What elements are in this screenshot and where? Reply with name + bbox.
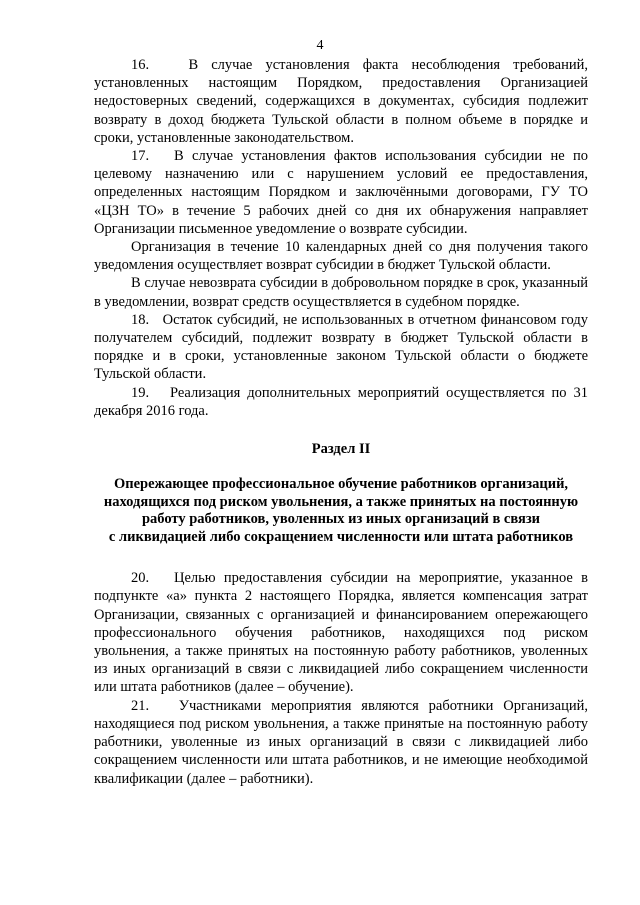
- paragraph-17-court: В случае невозврата субсидии в добровольном порядке в срок, указанный в уведомлении, возврат средств осуществляется в судебном порядке.: [94, 275, 588, 310]
- paragraph-18: 18. Остаток субсидий, не использованных в отчетном финансовом году получателем субсидий, подлежит возврату в бюджет Тульской области в порядке и в сроки, установленные законом Тульской области о бюджете Тульской области.: [94, 311, 588, 383]
- paragraph-21: 21. Участниками мероприятия являются работники Организаций, находящиеся под риском увольнения, а также принятые на постоянную работу работники, уволенные из иных организаций в связи с ликвидацией либо сокращением численности или штата работников, и не имеющие необходимой квалификации (далее – работники).: [94, 697, 588, 787]
- subtitle-line: Опережающее профессиональное обучение работников организаций,: [113, 476, 569, 493]
- paragraph-16: 16. В случае установления факта несоблюдения требований, установленных настоящим Порядком, предоставления Организацией недостоверных сведений, содержащихся в документах, субсидия подлежит возврату в доход бюджета Тульской области в полном объеме в порядке и сроки, установленные законодательством.: [94, 57, 588, 146]
- subtitle-line: с ликвидацией либо сокращением численности или штата работников: [108, 528, 574, 545]
- section-title: Раздел II: [311, 441, 371, 458]
- paragraph-17-return-term: Организация в течение 10 календарных дней со дня получения такого уведомления осуществляет возврат субсидии в бюджет Тульской области.: [94, 239, 588, 274]
- paragraph-19: 19. Реализация дополнительных мероприятий осуществляется по 31 декабря 2016 года.: [94, 384, 588, 419]
- subtitle-line: работу работников, уволенных из иных организаций в связи: [141, 511, 541, 528]
- paragraph-20: 20. Целью предоставления субсидии на мероприятие, указанное в подпункте «а» пункта 2 настоящего Порядка, является компенсация затрат Организации, связанных с организацией и финансированием опережающего профессионального обучения работников, находящихся под риском увольнения, а также принятых на постоянную работу работников, уволенных из иных организаций в связи с ликвидацией либо сокращением численности или штата работников (далее – обучение).: [94, 570, 588, 696]
- subtitle-line: находящихся под риском увольнения, а также принятых на постоянную: [103, 493, 579, 510]
- paragraph-17: 17. В случае установления фактов использования субсидии не по целевому назначению или с нарушением условий ее предоставления, определенных настоящим Порядком и заключёнными договорами, ГУ ТО «ЦЗН ТО» в течение 5 рабочих дней со дня их обнаружения направляет Организации письменное уведомление о возврате субсидии.: [94, 148, 588, 237]
- document-body: [94, 56, 588, 788]
- page-number: 4: [316, 38, 324, 53]
- section-subtitle: [94, 476, 588, 546]
